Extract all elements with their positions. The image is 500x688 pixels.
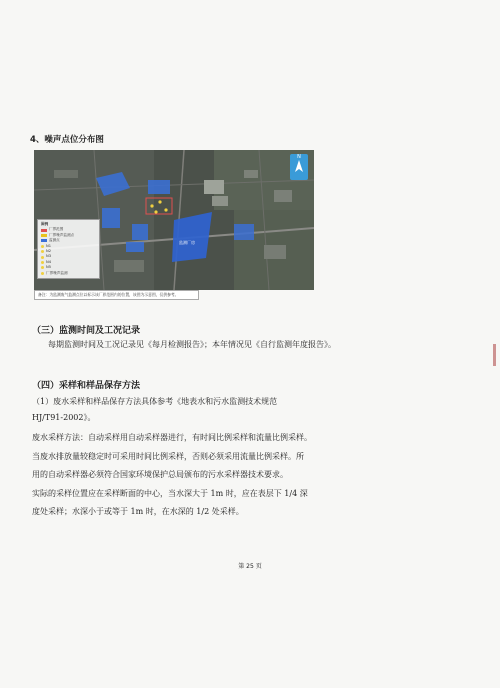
legend-item: N3 bbox=[41, 254, 96, 259]
legend-swatch bbox=[41, 239, 47, 242]
heading-sampling-method: （四）采样和样品保存方法 bbox=[32, 381, 141, 391]
text-line: 度处采样；水深小于或等于 1m 时，在水深的 1/2 处采样。 bbox=[32, 507, 244, 516]
north-arrow-icon bbox=[290, 154, 308, 180]
noise-monitoring-map bbox=[34, 150, 314, 290]
legend-item: 厂界噪声监测 bbox=[41, 271, 96, 276]
text-line: （1）废水采样和样品保存方法具体参考《地表水和污水监测技术规范 bbox=[32, 397, 278, 406]
legend-swatch bbox=[41, 229, 47, 232]
text-line: HJ/T91-2002》。 bbox=[32, 413, 96, 422]
text-line: 实际的采样位置应在采样断面的中心，当水深大于 1m 时，应在表层下 1/4 深 bbox=[32, 489, 308, 498]
legend-swatch bbox=[41, 261, 44, 264]
legend-swatch bbox=[41, 266, 44, 269]
legend-swatch bbox=[41, 234, 47, 237]
scan-edge-mark bbox=[493, 344, 496, 366]
legend-item: 厂界范围 bbox=[41, 227, 96, 232]
map-legend bbox=[37, 219, 100, 279]
legend-item: N5 bbox=[41, 265, 96, 270]
legend-item: N4 bbox=[41, 260, 96, 265]
text-line: 废水采样方法：自动采样用自动采样器进行，有时间比例采样和流量比例采样。 bbox=[32, 433, 312, 442]
compass-label: N bbox=[297, 154, 301, 160]
legend-swatch bbox=[41, 272, 44, 275]
text-line: 用的自动采样器必须符合国家环境保护总局颁布的污水采样器技术要求。 bbox=[32, 470, 288, 479]
legend-item: N2 bbox=[41, 249, 96, 254]
legend-swatch bbox=[41, 256, 44, 259]
legend-title: 图例 bbox=[41, 222, 49, 226]
text-line: 当废水排放量较稳定时可采用时间比例采样，否则必须采用流量比例采样。所 bbox=[32, 452, 304, 461]
legend-swatch bbox=[41, 250, 44, 253]
building-label: 监测厂房 bbox=[179, 240, 195, 245]
legend-item: N1 bbox=[41, 244, 96, 249]
legend-swatch bbox=[41, 245, 44, 248]
map-caption: 备注：为监测废气监测点位以标示该厂界范围内的位置，该图为示意图，仅供参考。 bbox=[34, 290, 199, 300]
noise-map-heading: 4、噪声点位分布图 bbox=[30, 135, 104, 145]
legend-item: 厂界噪声监测点 bbox=[41, 233, 96, 238]
paragraph-monitoring-time: 每期监测时间及工况记录见《每月检测报告》；本年情况见《自行监测年度报告》。 bbox=[48, 340, 336, 349]
heading-monitoring-time: （三）监测时间及工况记录 bbox=[32, 326, 141, 336]
page-number: 第 25 页 bbox=[238, 563, 262, 570]
compass-arrow-icon bbox=[294, 160, 304, 174]
legend-item: 监测点 bbox=[41, 238, 96, 243]
